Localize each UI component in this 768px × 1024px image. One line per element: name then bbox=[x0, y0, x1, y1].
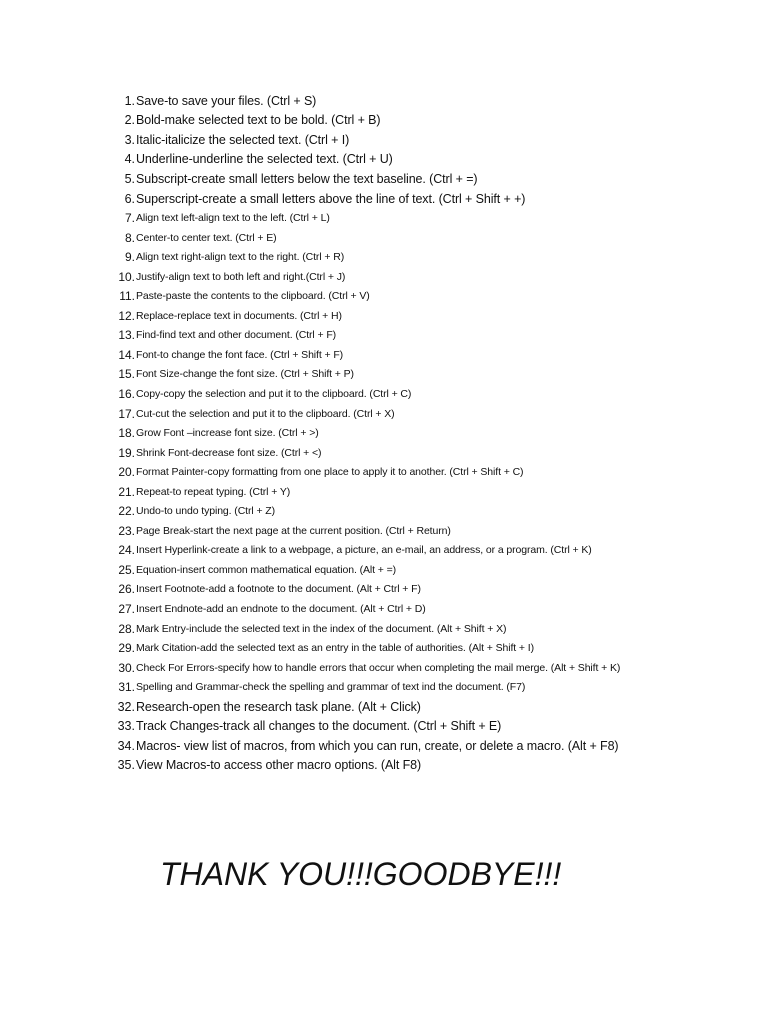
list-item bbox=[108, 756, 748, 776]
list-item-text: Italic-italicize the selected text. (Ctrl + I) bbox=[136, 132, 350, 147]
list-item bbox=[108, 677, 748, 697]
list-item-number: 13. bbox=[118, 328, 135, 343]
list-item-number: 11. bbox=[119, 289, 135, 304]
list-item-text: Check For Errors-specify how to handle errors that occur when completing the mail merge. (Alt + Shift + K) bbox=[136, 661, 621, 674]
list-item bbox=[108, 501, 748, 521]
list-item bbox=[108, 599, 748, 619]
list-item-number: 27. bbox=[118, 601, 135, 616]
list-item-number: 24. bbox=[118, 543, 135, 558]
list-item-text: Mark Citation-add the selected text as an entry in the table of authorities. (Alt + Shift + I) bbox=[136, 642, 534, 655]
list-item bbox=[108, 169, 748, 189]
list-item-text: Insert Hyperlink-create a link to a webpage, a picture, an e-mail, an address, or a program. (Ctrl + K) bbox=[136, 544, 592, 557]
list-item-text: Undo-to undo typing. (Ctrl + Z) bbox=[136, 505, 276, 518]
list-item bbox=[108, 638, 748, 658]
list-item-number: 12. bbox=[118, 308, 135, 323]
list-item-text: Page Break-start the next page at the current position. (Ctrl + Return) bbox=[136, 524, 451, 537]
list-item bbox=[108, 560, 748, 580]
list-item bbox=[108, 208, 748, 228]
list-item-number: 15. bbox=[118, 367, 135, 382]
list-item-number: 29. bbox=[118, 641, 135, 656]
list-item-text: Grow Font –increase font size. (Ctrl + >) bbox=[136, 427, 319, 440]
list-item bbox=[108, 91, 748, 111]
list-item-text: Align text left-align text to the left. (Ctrl + L) bbox=[136, 212, 330, 225]
list-item-number: 23. bbox=[118, 523, 135, 538]
list-item-number: 17. bbox=[118, 406, 135, 421]
list-item-text: Repeat-to repeat typing. (Ctrl + Y) bbox=[136, 485, 291, 498]
list-item bbox=[108, 717, 748, 737]
closing-message: THANK YOU!!!GOODBYE!!! bbox=[160, 856, 562, 892]
list-item-number: 7. bbox=[124, 211, 135, 226]
list-item-text: Copy-copy the selection and put it to the clipboard. (Ctrl + C) bbox=[136, 387, 412, 400]
list-item-number: 14. bbox=[118, 347, 135, 362]
list-item-text: Font Size-change the font size. (Ctrl + Shift + P) bbox=[136, 368, 354, 381]
list-item-number: 31. bbox=[118, 680, 135, 695]
list-item-text: Center-to center text. (Ctrl + E) bbox=[136, 231, 277, 244]
list-item-number: 19. bbox=[118, 445, 135, 460]
list-item-text: Spelling and Grammar-check the spelling and grammar of text ind the document. (F7) bbox=[136, 681, 526, 694]
list-item bbox=[108, 189, 748, 209]
list-item-text: Shrink Font-decrease font size. (Ctrl + <) bbox=[136, 446, 322, 459]
list-item-text: Track Changes-track all changes to the document. (Ctrl + Shift + E) bbox=[136, 719, 502, 734]
list-item-text: Insert Endnote-add an endnote to the document. (Alt + Ctrl + D) bbox=[136, 602, 426, 615]
list-item-number: 26. bbox=[118, 582, 135, 597]
list-item-text: Format Painter-copy formatting from one place to apply it to another. (Ctrl + Shift + C) bbox=[136, 466, 524, 479]
list-item bbox=[108, 111, 748, 131]
list-item bbox=[108, 619, 748, 639]
list-item bbox=[108, 345, 748, 365]
list-item-text: View Macros-to access other macro options. (Alt F8) bbox=[136, 758, 422, 773]
list-item-text: Underline-underline the selected text. (Ctrl + U) bbox=[136, 152, 393, 167]
list-item-text: Insert Footnote-add a footnote to the document. (Alt + Ctrl + F) bbox=[136, 583, 421, 596]
list-item bbox=[108, 130, 748, 150]
shortcut-list bbox=[108, 91, 748, 775]
list-item-number: 5. bbox=[124, 171, 135, 186]
list-item bbox=[108, 423, 748, 443]
list-item-number: 2. bbox=[124, 113, 135, 128]
list-item-number: 35. bbox=[117, 758, 135, 773]
list-item-number: 30. bbox=[118, 660, 135, 675]
list-item-number: 9. bbox=[124, 250, 135, 265]
list-item bbox=[108, 306, 748, 326]
list-item bbox=[108, 150, 748, 170]
list-item bbox=[108, 580, 748, 600]
list-item-text: Bold-make selected text to be bold. (Ctrl + B) bbox=[136, 113, 381, 128]
list-item-number: 32. bbox=[117, 699, 135, 714]
list-item-text: Align text right-align text to the right. (Ctrl + R) bbox=[136, 251, 345, 264]
list-item bbox=[108, 267, 748, 287]
list-item-number: 25. bbox=[118, 562, 135, 577]
list-item-number: 10. bbox=[118, 269, 135, 284]
list-item-text: Equation-insert common mathematical equation. (Alt + =) bbox=[136, 563, 397, 576]
list-item bbox=[108, 228, 748, 248]
list-item bbox=[108, 404, 748, 424]
list-item-text: Font-to change the font face. (Ctrl + Shift + F) bbox=[136, 348, 344, 361]
list-item bbox=[108, 462, 748, 482]
list-item bbox=[108, 286, 748, 306]
list-item-number: 21. bbox=[118, 484, 135, 499]
list-item-number: 16. bbox=[118, 386, 135, 401]
list-item bbox=[108, 365, 748, 385]
list-item-text: Find-find text and other document. (Ctrl + F) bbox=[136, 329, 337, 342]
list-item-text: Replace-replace text in documents. (Ctrl + H) bbox=[136, 309, 342, 322]
list-item-number: 3. bbox=[124, 132, 135, 147]
list-item bbox=[108, 736, 748, 756]
list-item bbox=[108, 247, 748, 267]
list-item-number: 28. bbox=[118, 621, 135, 636]
list-item-number: 8. bbox=[124, 230, 135, 245]
list-item-number: 4. bbox=[124, 152, 135, 167]
list-item-text: Macros- view list of macros, from which you can run, create, or delete a macro. (Alt + F8) bbox=[136, 738, 619, 753]
list-item bbox=[108, 521, 748, 541]
list-item bbox=[108, 443, 748, 463]
list-item-text: Save-to save your files. (Ctrl + S) bbox=[136, 93, 317, 108]
list-item-text: Paste-paste the contents to the clipboard. (Ctrl + V) bbox=[136, 290, 370, 303]
list-item-number: 20. bbox=[118, 465, 135, 480]
list-item-number: 18. bbox=[118, 426, 135, 441]
list-item-text: Subscript-create small letters below the text baseline. (Ctrl + =) bbox=[136, 171, 478, 186]
list-item bbox=[108, 541, 748, 561]
list-item bbox=[108, 326, 748, 346]
list-item-text: Mark Entry-include the selected text in the index of the document. (Alt + Shift + X) bbox=[136, 622, 507, 635]
list-item-text: Cut-cut the selection and put it to the clipboard. (Ctrl + X) bbox=[136, 407, 395, 420]
list-item-number: 22. bbox=[118, 504, 135, 519]
list-item-number: 34. bbox=[117, 738, 135, 753]
list-item bbox=[108, 384, 748, 404]
list-item-number: 33. bbox=[117, 719, 135, 734]
list-item-text: Superscript-create a small letters above the line of text. (Ctrl + Shift + +) bbox=[136, 191, 526, 206]
list-item-text: Justify-align text to both left and right.(Ctrl + J) bbox=[136, 270, 346, 283]
list-item bbox=[108, 697, 748, 717]
list-item-text: Research-open the research task plane. (Alt + Click) bbox=[136, 699, 421, 714]
list-item bbox=[108, 658, 748, 678]
list-item-number: 6. bbox=[124, 191, 135, 206]
list-item bbox=[108, 482, 748, 502]
list-item-number: 1. bbox=[124, 93, 135, 108]
